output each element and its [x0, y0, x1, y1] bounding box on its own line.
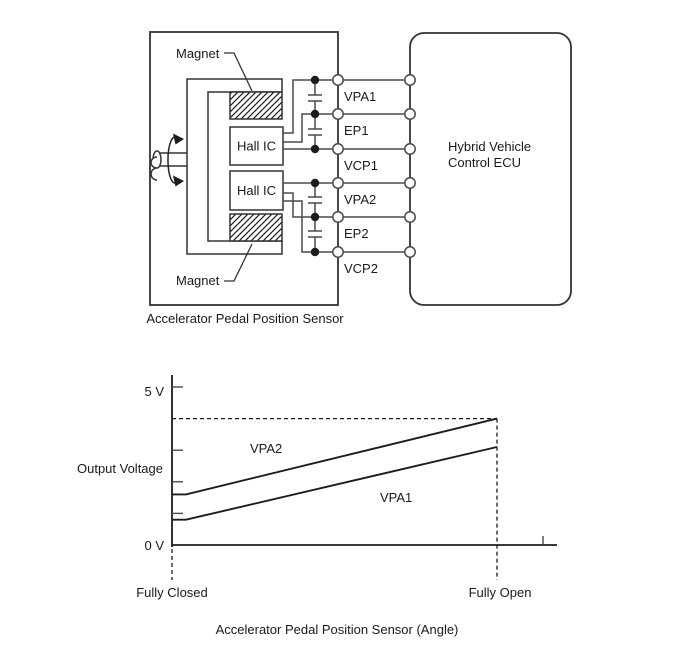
hall-ic-top	[230, 127, 283, 165]
magnet-bottom-label: Magnet	[176, 273, 220, 288]
vpa2-series-label: VPA2	[250, 441, 283, 456]
magnet-top	[230, 92, 282, 119]
hall-ic-bottom-label: Hall IC	[236, 183, 277, 198]
signal-label-vcp1: VCP1	[344, 158, 378, 173]
signal-label-vpa2: VPA2	[344, 192, 377, 207]
sensor-caption: Accelerator Pedal Position Sensor	[146, 311, 344, 326]
y-axis-title: Output Voltage	[76, 461, 163, 476]
signal-label-ep1: EP1	[344, 123, 369, 138]
signal-label-vcp2: VCP2	[344, 261, 378, 276]
x-axis-title: Accelerator Pedal Position Sensor (Angle)	[215, 622, 459, 637]
x-label-fully-open: Fully Open	[468, 585, 532, 600]
y-label-5v: 5 V	[144, 384, 164, 399]
signal-label-ep2: EP2	[344, 226, 369, 241]
magnet-top-label: Magnet	[176, 46, 220, 61]
ecu-label-line2: Control ECU	[448, 155, 521, 170]
y-label-0v: 0 V	[144, 538, 164, 553]
vpa1-series-label: VPA1	[380, 490, 413, 505]
sensor-diagram	[146, 32, 571, 326]
signal-label-vpa1: VPA1	[344, 89, 377, 104]
hall-ic-bottom	[230, 171, 283, 210]
ecu-label-line1: Hybrid Vehicle	[448, 139, 532, 154]
ecu-box	[405, 33, 571, 305]
x-label-fully-closed: Fully Closed	[136, 585, 208, 600]
output-voltage-chart	[77, 375, 557, 637]
hall-ic-top-label: Hall IC	[236, 138, 277, 154]
magnet-bottom	[230, 214, 282, 241]
vpa2-line	[172, 419, 497, 495]
